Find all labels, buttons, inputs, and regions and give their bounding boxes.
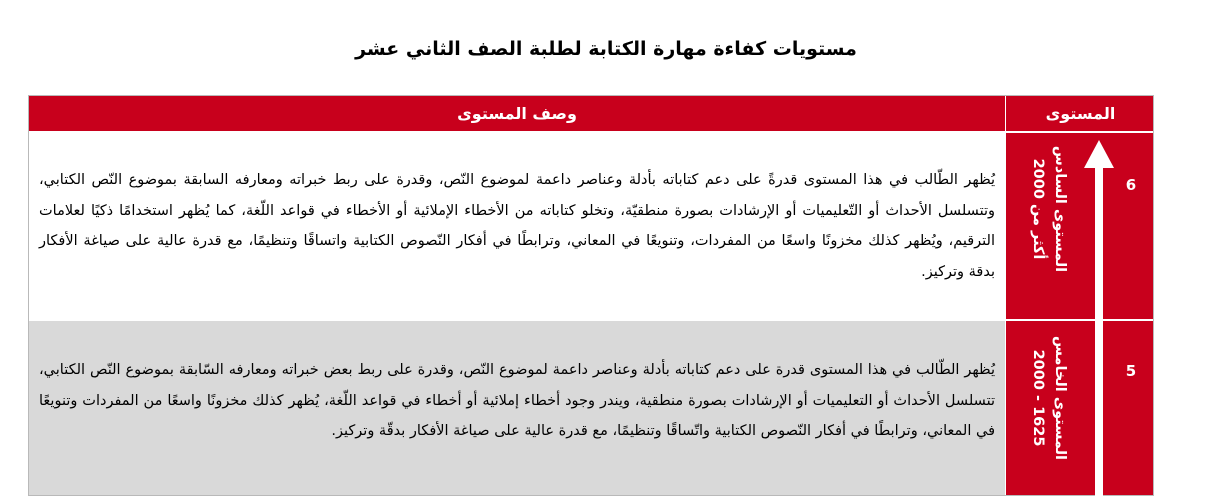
row-5-score-range: 1625 - 2000 — [1030, 349, 1046, 447]
header-description: وصف المستوى — [29, 96, 1005, 131]
row-6-description: يُظهر الطّالب في هذا المستوى قدرةً على دعم كتاباته بأدلة وعناصر داعمة لموضوع النّص، وقدرة على ربط خبراته ومعارفه السابقة بموضوع النّص الكتابي، وتتسلسل الأحداث أو التّعليميات أو الإرشادات بصورة منطقيّة، وتخلو كتاباته من الأخطاء الإملائية أو الأخطاء في قواعد اللّغة، كما يُظهر استخدامًا ذكيًا لعلامات الترقيم، ويُظهر كذلك مخزونًا واسعًا من المفردات، وتنويعًا في المعاني، وترابطًا في أفكار النّصوص الكتابية واتساقًا وتنظيمًا، مع قدرة عالية على صياغة الأفكار بدقة وتركيز. — [29, 132, 1005, 319]
row-6-level-label — [1027, 144, 1071, 274]
row-5-level-label — [1027, 328, 1071, 468]
column-divider — [1005, 96, 1006, 496]
header-divider — [29, 131, 1154, 133]
row-5-description: يُظهر الطّالب في هذا المستوى قدرة على دعم كتاباته بأدلة وعناصر داعمة لموضوع النّص، وقدرة على ربط بعض خبراته ومعارفه السّابقة بموضوع النّص الكتابي، تتسلسل الأحداث أو التعليميات أو الإرشادات بصورة منطقية، ويندر وجود أخطاء إملائية أو أخطاء في قواعد اللّغة، يُظهر كذلك مخزونًا واسعًا من المفردات وتنويعًا في المعاني، وترابطًا في أفكار النّصوص الكتابية واتّساقًا وتنظيمًا، مع قدرة عالية على صياغة الأفكار بدقّة وتركيز. — [29, 321, 1005, 496]
row-divider — [29, 319, 1154, 321]
row-6-level-name: المستوى السادس — [1052, 145, 1068, 273]
header-level: المستوى — [1006, 96, 1154, 131]
proficiency-table — [28, 95, 1154, 496]
row-6-number: 6 — [1125, 176, 1137, 194]
row-6-score-range: أكثر من 2000 — [1030, 158, 1046, 260]
arrow-up-icon — [1082, 140, 1116, 496]
row-5-number: 5 — [1125, 362, 1137, 380]
page-title: مستويات كفاءة مهارة الكتابة لطلبة الصف الثاني عشر — [355, 38, 857, 60]
row-5-level-name: المستوى الخامس — [1052, 335, 1068, 461]
